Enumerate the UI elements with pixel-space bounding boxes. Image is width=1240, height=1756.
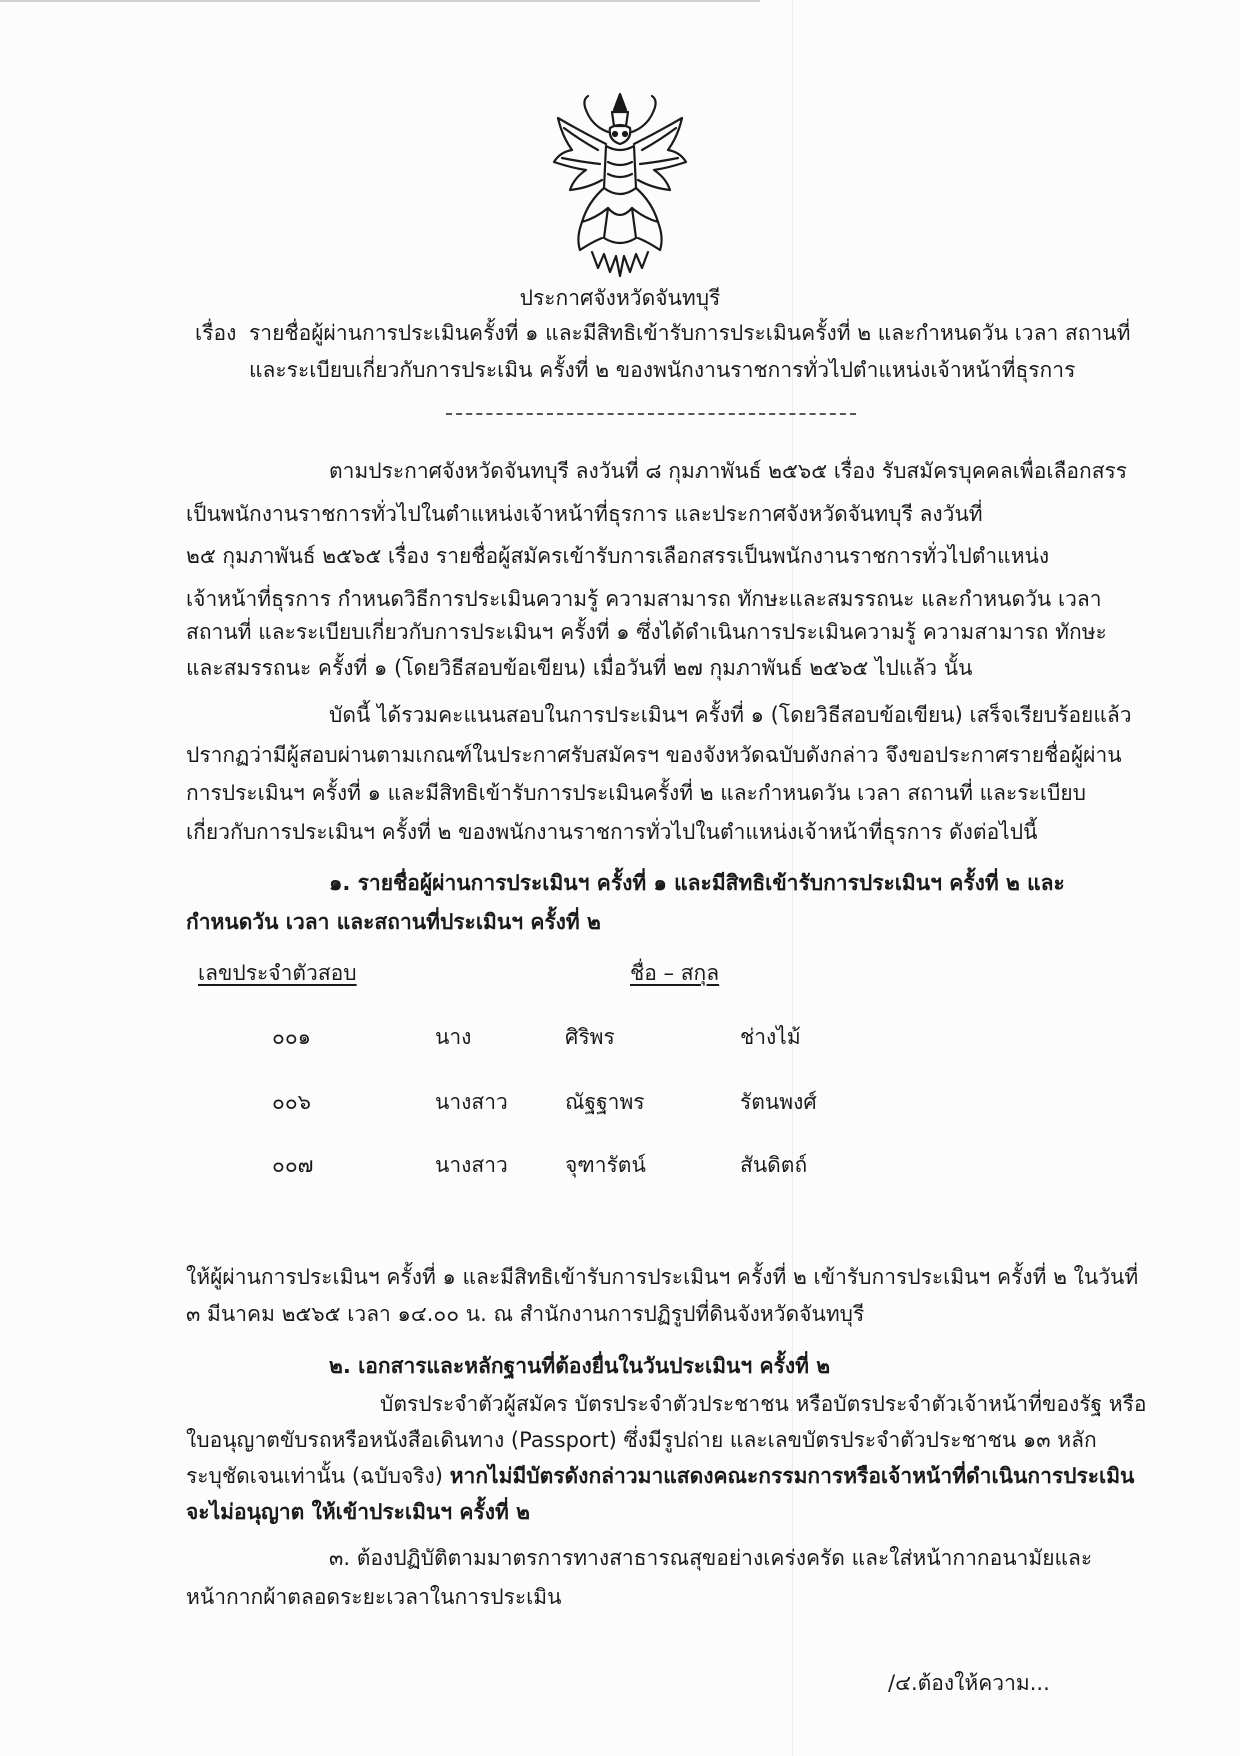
garuda-emblem-icon bbox=[552, 92, 688, 278]
subject-label: เรื่อง bbox=[195, 321, 237, 345]
table-row bbox=[0, 1087, 1240, 1117]
table-row bbox=[0, 1022, 1240, 1052]
column-header-exam-id: เลขประจำตัวสอบ bbox=[198, 961, 357, 985]
results-line: เกี่ยวกับการประเมินฯ ครั้งที่ ๒ ของพนักงานราชการทั่วไปในตำแหน่งเจ้าหน้าที่ธุรการ ดังต่อไปนี้ bbox=[186, 820, 1038, 844]
announcement-title: ประกาศจังหวัดจันทบุรี bbox=[519, 286, 721, 310]
column-header-name: ชื่อ – สกุล bbox=[630, 961, 720, 985]
intro-line: ตามประกาศจังหวัดจันทบุรี ลงวันที่ ๘ กุมภาพันธ์ ๒๕๖๕ เรื่อง รับสมัครบุคคลเพื่อเลือกสรร bbox=[329, 459, 1128, 483]
results-line: การประเมินฯ ครั้งที่ ๑ และมีสิทธิเข้ารับการประเมินครั้งที่ ๒ และกำหนดวัน เวลา สถานที่ และระเบียบ bbox=[186, 781, 1086, 805]
first-name-cell: ศิริพร bbox=[565, 1025, 615, 1049]
last-name-cell: ช่างไม้ bbox=[740, 1025, 801, 1049]
results-line: ปรากฏว่ามีผู้สอบผ่านตามเกณฑ์ในประกาศรับสมัครฯ ของจังหวัดฉบับดังกล่าว จึงขอประกาศรายชื่อผู้ผ่าน bbox=[186, 743, 1122, 767]
schedule-line: ๓ มีนาคม ๒๕๖๕ เวลา ๑๔.๐๐ น. ณ สำนักงานการปฏิรูปที่ดินจังหวัดจันทบุรี bbox=[186, 1302, 865, 1326]
page-continuation: /๔.ต้องให้ความ... bbox=[888, 1671, 1050, 1695]
section-2-line-bold: หากไม่มีบัตรดังกล่าวมาแสดงคณะกรรมการหรือเจ้าหน้าที่ดำเนินการประเมิน bbox=[449, 1464, 1135, 1488]
subject-line-2: และระเบียบเกี่ยวกับการประเมิน ครั้งที่ ๒ ของพนักงานราชการทั่วไปตำแหน่งเจ้าหน้าที่ธุรการ bbox=[249, 358, 1076, 382]
header-divider bbox=[446, 413, 856, 415]
section-3-line: ๓. ต้องปฏิบัติตามมาตรการทางสาธารณสุขอย่างเคร่งครัด และใส่หน้ากากอนามัยและ bbox=[329, 1546, 1093, 1570]
last-name-cell: สันดิตถ์ bbox=[740, 1153, 808, 1177]
subject-line-1: รายชื่อผู้ผ่านการประเมินครั้งที่ ๑ และมีสิทธิเข้ารับการประเมินครั้งที่ ๒ และกำหนดวัน เวลา สถานที่ bbox=[249, 321, 1131, 345]
intro-line: และสมรรถนะ ครั้งที่ ๑ (โดยวิธีสอบข้อเขียน) เมื่อวันที่ ๒๗ กุมภาพันธ์ ๒๕๖๕ ไปแล้ว นั้น bbox=[186, 656, 973, 680]
section-1-heading-cont: กำหนดวัน เวลา และสถานที่ประเมินฯ ครั้งที่ ๒ bbox=[186, 910, 601, 934]
section-2-heading: ๒. เอกสารและหลักฐานที่ต้องยื่นในวันประเมินฯ ครั้งที่ ๒ bbox=[329, 1354, 831, 1378]
section-3-line: หน้ากากผ้าตลอดระยะเวลาในการประเมิน bbox=[186, 1585, 562, 1609]
results-line: บัดนี้ ได้รวมคะแนนสอบในการประเมินฯ ครั้งที่ ๑ (โดยวิธีสอบข้อเขียน) เสร็จเรียบร้อยแล้ว bbox=[329, 703, 1132, 727]
exam-id-cell: ๐๐๖ bbox=[272, 1090, 311, 1114]
section-2-line: ใบอนุญาตขับรถหรือหนังสือเดินทาง (Passport) ซึ่งมีรูปถ่าย และเลขบัตรประจำตัวประชาชน ๑๓ หลัก bbox=[186, 1428, 1097, 1452]
section-2-line: บัตรประจำตัวผู้สมัคร บัตรประจำตัวประชาชน หรือบัตรประจำตัวเจ้าหน้าที่ของรัฐ หรือ bbox=[380, 1392, 1147, 1416]
intro-line: สถานที่ และระเบียบเกี่ยวกับการประเมินฯ ครั้งที่ ๑ ซึ่งได้ดำเนินการประเมินความรู้ ความสามารถ ทักษะ bbox=[186, 620, 1107, 644]
exam-id-cell: ๐๐๑ bbox=[272, 1025, 311, 1049]
section-2-warning: จะไม่อนุญาต ให้เข้าประเมินฯ ครั้งที่ ๒ bbox=[186, 1500, 530, 1524]
schedule-line: ให้ผู้ผ่านการประเมินฯ ครั้งที่ ๑ และมีสิทธิเข้ารับการประเมินฯ ครั้งที่ ๒ เข้ารับการประเมินฯ ครั้งที่ ๒ ในวันที่ bbox=[186, 1265, 1139, 1289]
title-cell: นาง bbox=[435, 1025, 472, 1049]
intro-line: ๒๕ กุมภาพันธ์ ๒๕๖๕ เรื่อง รายชื่อผู้สมัครเข้ารับการเลือกสรรเป็นพนักงานราชการทั่วไปตำแหน่ง bbox=[186, 544, 1050, 568]
first-name-cell: ณัฐฐาพร bbox=[565, 1090, 645, 1114]
scan-edge bbox=[0, 0, 760, 2]
section-2-line bbox=[186, 1461, 1134, 1491]
title-cell: นางสาว bbox=[435, 1153, 508, 1177]
section-2-line-normal: ระบุชัดเจนเท่านั้น (ฉบับจริง) bbox=[186, 1464, 444, 1488]
exam-id-cell: ๐๐๗ bbox=[272, 1153, 314, 1177]
title-cell: นางสาว bbox=[435, 1090, 508, 1114]
first-name-cell: จุฑารัตน์ bbox=[565, 1153, 646, 1177]
table-row bbox=[0, 1150, 1240, 1180]
section-1-heading: ๑. รายชื่อผู้ผ่านการประเมินฯ ครั้งที่ ๑ และมีสิทธิเข้ารับการประเมินฯ ครั้งที่ ๒ และ bbox=[329, 871, 1065, 895]
intro-line: เจ้าหน้าที่ธุรการ กำหนดวิธีการประเมินความรู้ ความสามารถ ทักษะและสมรรถนะ และกำหนดวัน เวลา bbox=[186, 587, 1102, 611]
intro-line: เป็นพนักงานราชการทั่วไปในตำแหน่งเจ้าหน้าที่ธุรการ และประกาศจังหวัดจันทบุรี ลงวันที่ bbox=[186, 502, 983, 526]
last-name-cell: รัตนพงศ์ bbox=[740, 1090, 817, 1114]
